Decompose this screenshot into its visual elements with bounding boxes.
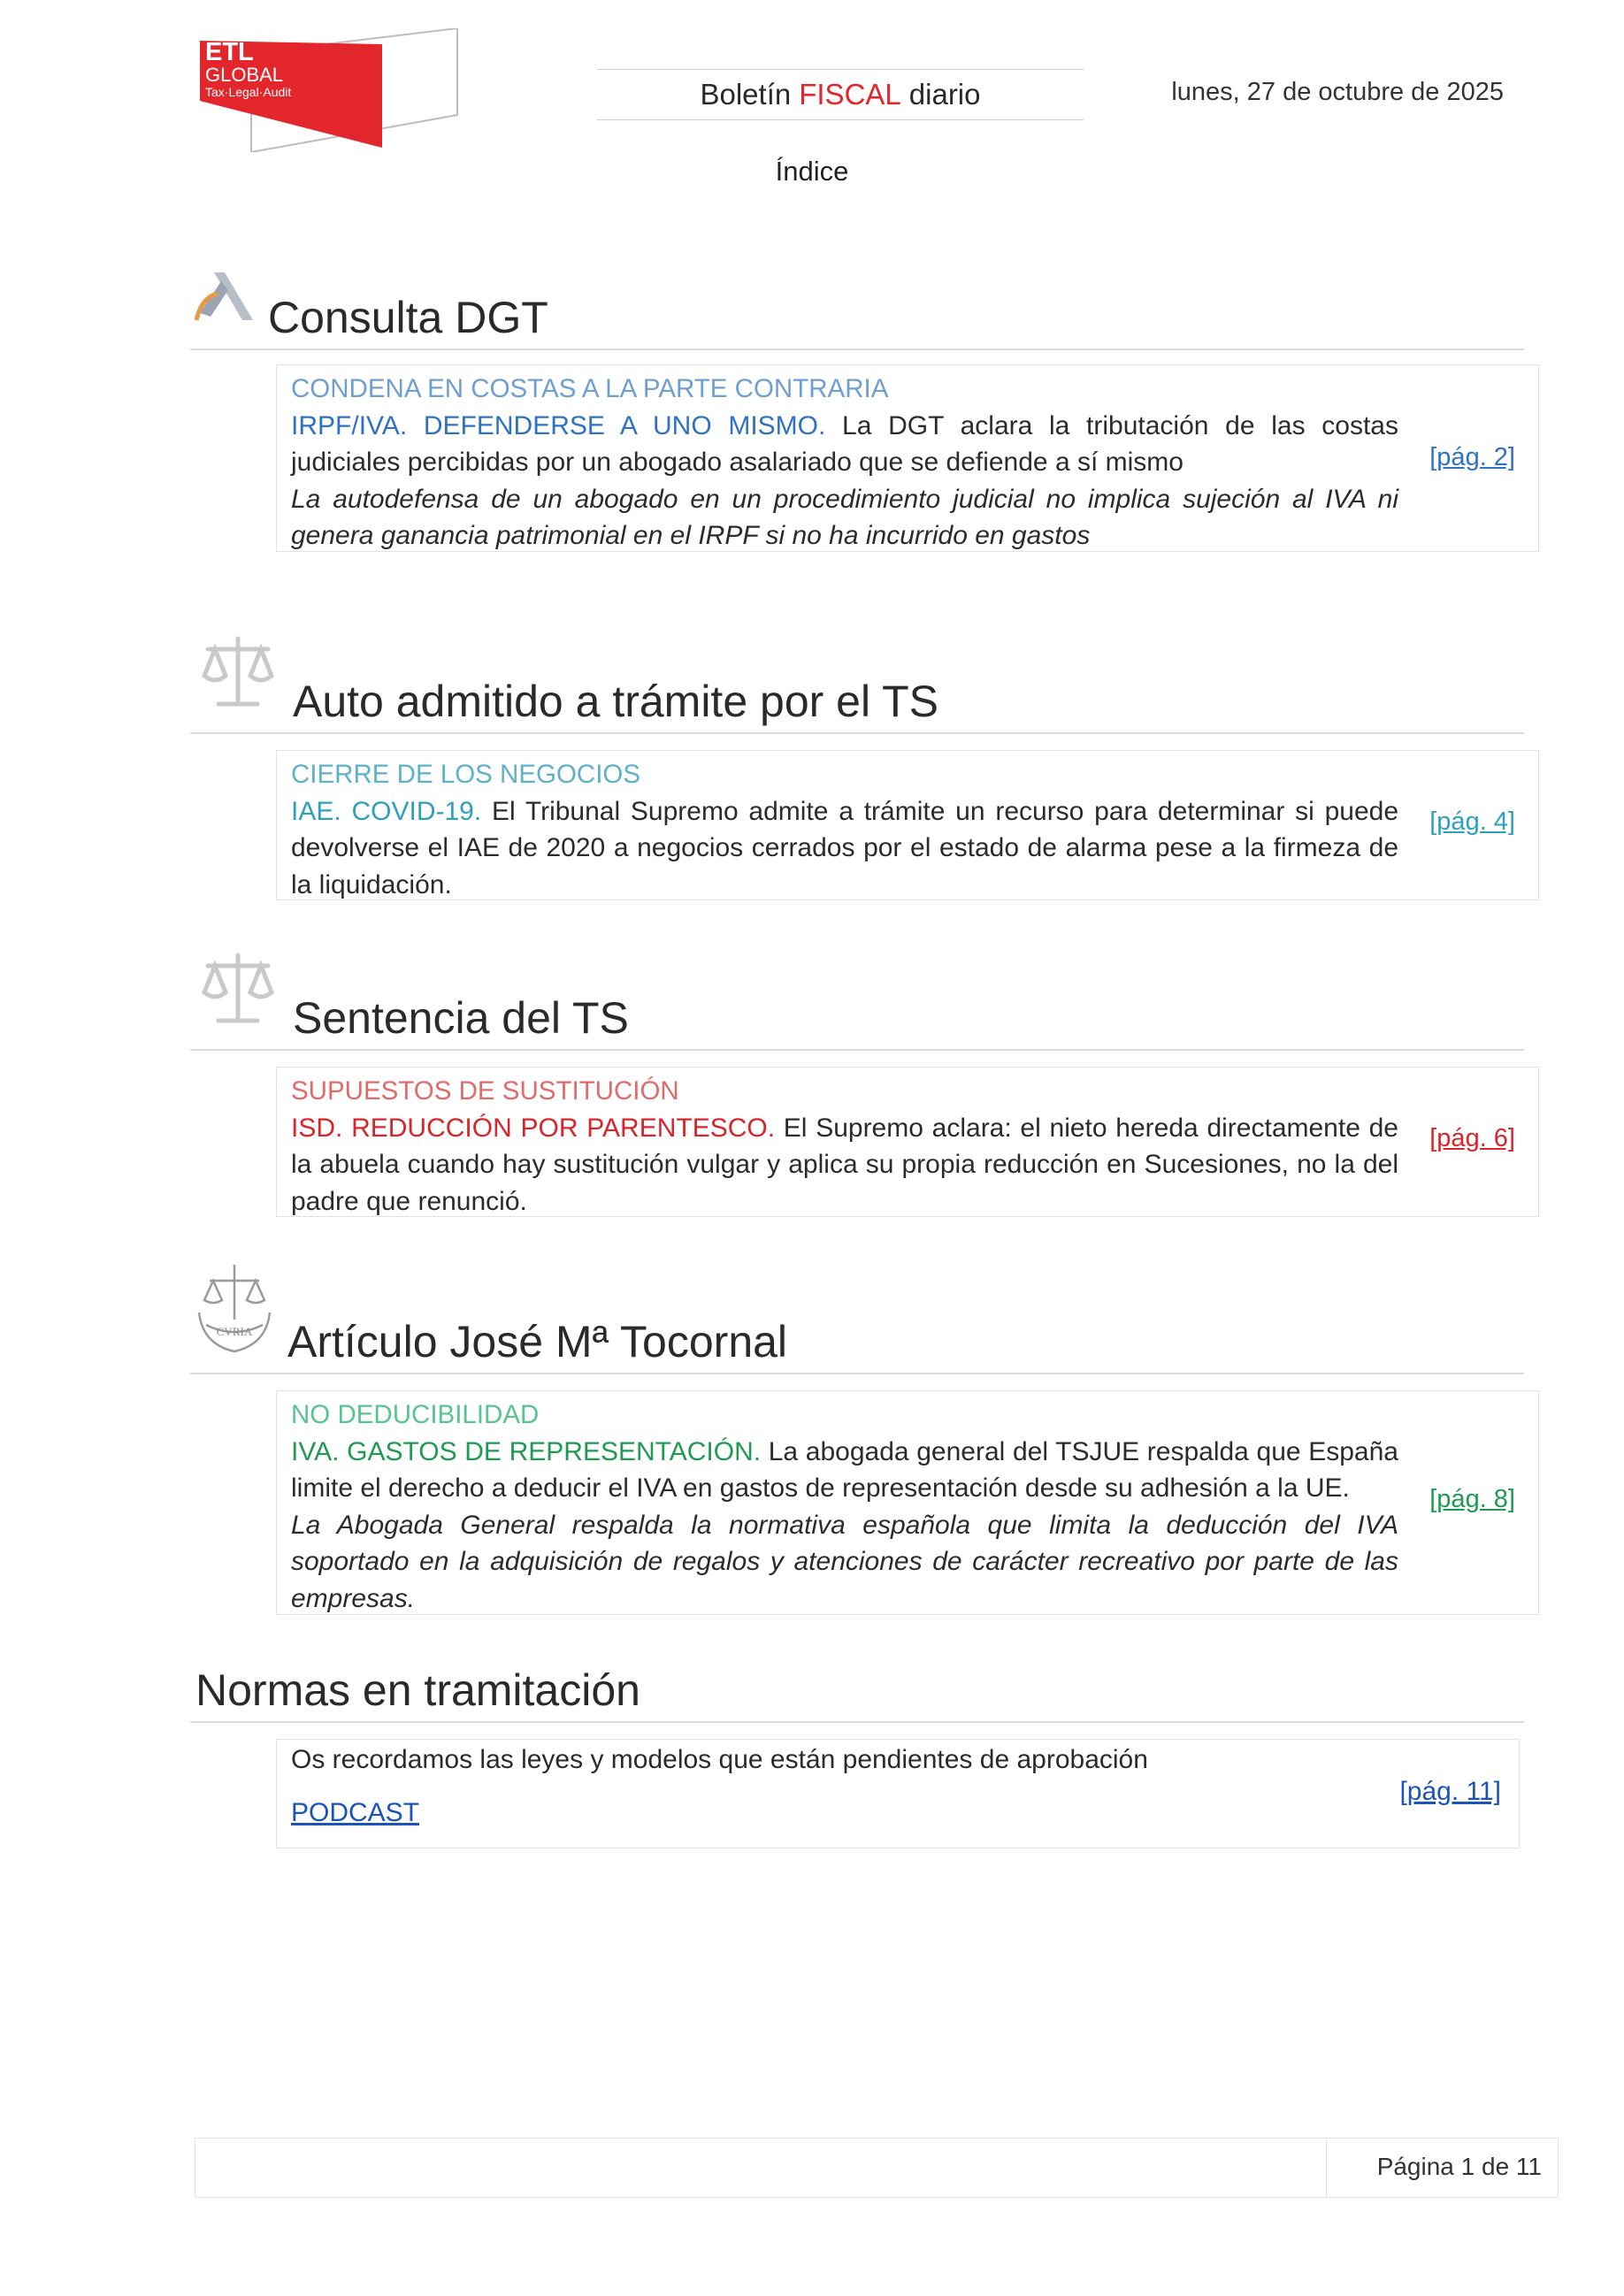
issue-date: lunes, 27 de octubre de 2025 xyxy=(1171,78,1504,106)
entry-summary: La Abogada General respalda la normativa española que limita la deducción del IVA soportado en la adquisición de regalos y atenciones de carácter recreativo por parte de las empresas. xyxy=(291,1510,1398,1613)
entry-description: El Tribunal Supremo admite a trámite un recurso para determinar si puede devolverse el IAE de 2020 a negocios cerrados por el estado de alarma pese a la firmeza de la liquidación. xyxy=(291,796,1399,899)
etl-global-logo xyxy=(196,28,462,152)
bulletin-suffix: diario xyxy=(908,78,981,111)
entry-text xyxy=(291,756,1398,903)
section-title: Auto admitido a trámite por el TS xyxy=(293,677,938,726)
entry-card xyxy=(276,1739,1520,1848)
entry-lead: IRPF xyxy=(291,410,352,440)
entry-body xyxy=(291,408,1398,481)
page-link[interactable]: [pág. 2] xyxy=(1429,443,1515,471)
bulletin-prefix: Boletín xyxy=(700,78,792,111)
entry-lead: IVA. DEFENDERSE A UNO MISMO. xyxy=(358,410,826,440)
entry-lead: IVA. GASTOS DE REPRESENTACIÓN. xyxy=(291,1436,762,1466)
footer-divider xyxy=(1326,2139,1327,2197)
entry-description: El Supremo aclara: el nieto hereda directamente de la abuela cuando hay sustitución vulgar y aplica su propia reducción en Sucesiones, no la del padre que renunció. xyxy=(291,1113,1398,1216)
section-title: Consulta DGT xyxy=(268,293,548,342)
entry-lead: IAE. COVID-19. xyxy=(291,796,482,826)
section-auto-ts xyxy=(190,630,1524,734)
page-link[interactable]: [pág. 11] xyxy=(1399,1777,1501,1806)
svg-text:CVRIA: CVRIA xyxy=(216,1325,253,1338)
page-link[interactable]: [pág. 8] xyxy=(1429,1485,1515,1513)
scales-of-justice-icon xyxy=(201,952,275,1028)
logo-graphic xyxy=(196,28,462,152)
section-title: Sentencia del TS xyxy=(293,993,629,1043)
entry-card xyxy=(276,1067,1539,1217)
section-title: Artículo José Mª Tocornal xyxy=(287,1317,788,1366)
entry-lead-separator: / xyxy=(351,410,359,440)
entry-card xyxy=(276,364,1539,552)
bulletin-title xyxy=(597,69,1084,120)
page-link[interactable]: [pág. 6] xyxy=(1429,1124,1515,1152)
section-articulo xyxy=(190,1258,1524,1374)
page-footer xyxy=(195,2138,1559,2198)
section-normas xyxy=(190,1654,1524,1723)
entry-description: La abogada general del TSJUE respalda que España limite el derecho a deducir el IVA en gastos de representación desde su adhesión a la UE. xyxy=(291,1436,1398,1503)
entry-kicker: CONDENA EN COSTAS A LA PARTE CONTRARIA xyxy=(291,374,889,403)
bulletin-highlight: FISCAL xyxy=(799,78,901,111)
entry-kicker: CIERRE DE LOS NEGOCIOS xyxy=(291,760,641,789)
entry-lead: ISD. REDUCCIÓN POR PARENTESCO. xyxy=(291,1113,776,1143)
page-link[interactable]: [pág. 4] xyxy=(1429,807,1515,836)
svg-text:GLOBAL: GLOBAL xyxy=(205,64,284,86)
scales-of-justice-icon xyxy=(201,635,275,711)
entry-body xyxy=(291,793,1398,904)
entry-text xyxy=(291,371,1398,555)
svg-text:Tax·Legal·Audit: Tax·Legal·Audit xyxy=(205,85,292,99)
entry-description: Os recordamos las leyes y modelos que están pendientes de aprobación xyxy=(291,1745,1148,1774)
entry-body xyxy=(291,1434,1398,1507)
page-number: Página 1 de 11 xyxy=(1376,2153,1542,2180)
entry-kicker: NO DEDUCIBILIDAD xyxy=(291,1400,540,1429)
agencia-tributaria-logo-icon xyxy=(195,271,258,324)
section-consulta-dgt xyxy=(190,265,1524,350)
entry-text xyxy=(291,1397,1398,1617)
entry-kicker: SUPUESTOS DE SUSTITUCIÓN xyxy=(291,1076,679,1106)
entry-body xyxy=(291,1110,1398,1221)
curia-emblem-icon xyxy=(194,1261,275,1357)
section-sentencia-ts xyxy=(190,946,1524,1051)
entry-summary: La autodefensa de un abogado en un procedimiento judicial no implica sujeción al IVA ni genera ganancia patrimonial en el IRPF si no ha incurrido en gastos xyxy=(291,484,1398,550)
entry-card xyxy=(276,750,1539,900)
podcast-link[interactable]: PODCAST xyxy=(291,1798,420,1827)
entry-text xyxy=(291,1073,1398,1220)
svg-text:ETL: ETL xyxy=(205,38,254,66)
entry-description: La DGT aclara la tributación de las costas judiciales percibidas por un abogado asalariado que se defiende a sí mismo xyxy=(291,410,1398,477)
entry-card xyxy=(276,1390,1539,1615)
index-title: Índice xyxy=(775,156,849,187)
section-title: Normas en tramitación xyxy=(195,1665,640,1715)
